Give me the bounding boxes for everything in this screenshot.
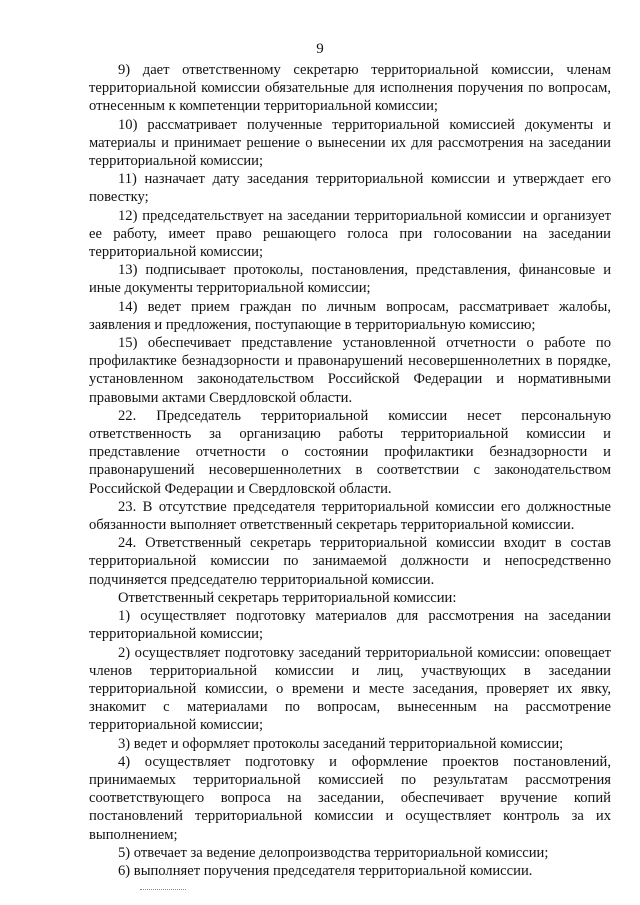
paragraph-clause-24: 24. Ответственный секретарь территориальной комиссии входит в состав территориальной комиссии по занимаемой должности и непосредственно подчиняется председателю территориальной комиссии. xyxy=(89,535,611,588)
paragraph-secretary-duty-4: 4) осуществляет подготовку и оформление проектов постановлений, принимаемых территориальной комиссией по результатам рассмотрения соответствующего вопроса на заседании, обеспечивает вручение копий постановлений территориальной комиссии и осуществляет контроль за их выполнением; xyxy=(89,753,611,843)
paragraph-secretary-duty-2: 2) осуществляет подготовку заседаний территориальной комиссии: оповещает членов территориальной комиссии и лиц, участвующих в заседании территориальной комиссии, о времени и месте заседания, проверяет их явку, знакомит с материалами по вопросам, вынесенным на рассмотрение территориальной комиссии; xyxy=(89,644,611,734)
paragraph-clause-22: 22. Председатель территориальной комиссии несет персональную ответственность за организацию работы территориальной комиссии и представление отчетности о состоянии профилактики безнадзорности и правонарушений несовершеннолетних в соответствии с законодательством Российской Федерации и Свердловской области. xyxy=(89,407,611,497)
paragraph-chair-duty-13: 13) подписывает протоколы, постановления, представления, финансовые и иные документы территориальной комиссии; xyxy=(89,262,611,297)
document-body xyxy=(89,61,611,880)
paragraph-secretary-duty-5: 5) отвечает за ведение делопроизводства территориальной комиссии; xyxy=(118,844,549,861)
scan-mark xyxy=(140,889,186,890)
paragraph-chair-duty-9: 9) дает ответственному секретарю территориальной комиссии, членам территориальной комиссии обязательные для исполнения поручения по вопросам, отнесенным к компетенции территориальной комиссии; xyxy=(89,62,611,115)
paragraph-chair-duty-12: 12) председательствует на заседании территориальной комиссии и организует ее работу, имеет право решающего голоса при голосовании на заседании территориальной комиссии; xyxy=(89,207,611,261)
paragraph-chair-duty-15: 15) обеспечивает представление установленной отчетности о работе по профилактике безнадзорности и правонарушений несовершеннолетних в порядке, установленном законодательством Российской Федерации и нормативными правовыми актами Свердловской области. xyxy=(89,335,611,406)
paragraph-secretary-duty-1: 1) осуществляет подготовку материалов для рассмотрения на заседании территориальной комиссии; xyxy=(89,608,611,643)
paragraph-chair-duty-10: 10) рассматривает полученные территориальной комиссией документы и материалы и принимает решение о вынесении их для рассмотрения на заседании территориальной комиссии; xyxy=(89,116,611,170)
paragraph-secretary-duty-6: 6) выполняет поручения председателя территориальной комиссии. xyxy=(118,862,533,879)
paragraph-secretary-duty-3: 3) ведет и оформляет протоколы заседаний территориальной комиссии; xyxy=(118,735,564,752)
page-number: 9 xyxy=(316,41,324,57)
paragraph-secretary-intro: Ответственный секретарь территориальной комиссии: xyxy=(118,589,457,606)
paragraph-chair-duty-11: 11) назначает дату заседания территориальной комиссии и утверждает его повестку; xyxy=(89,171,611,206)
paragraph-clause-23: 23. В отсутствие председателя территориальной комиссии его должностные обязанности выполняет ответственный секретарь территориальной комиссии. xyxy=(89,498,611,534)
paragraph-chair-duty-14: 14) ведет прием граждан по личным вопросам, рассматривает жалобы, заявления и предложения, поступающие в территориальную комиссию; xyxy=(89,298,611,333)
